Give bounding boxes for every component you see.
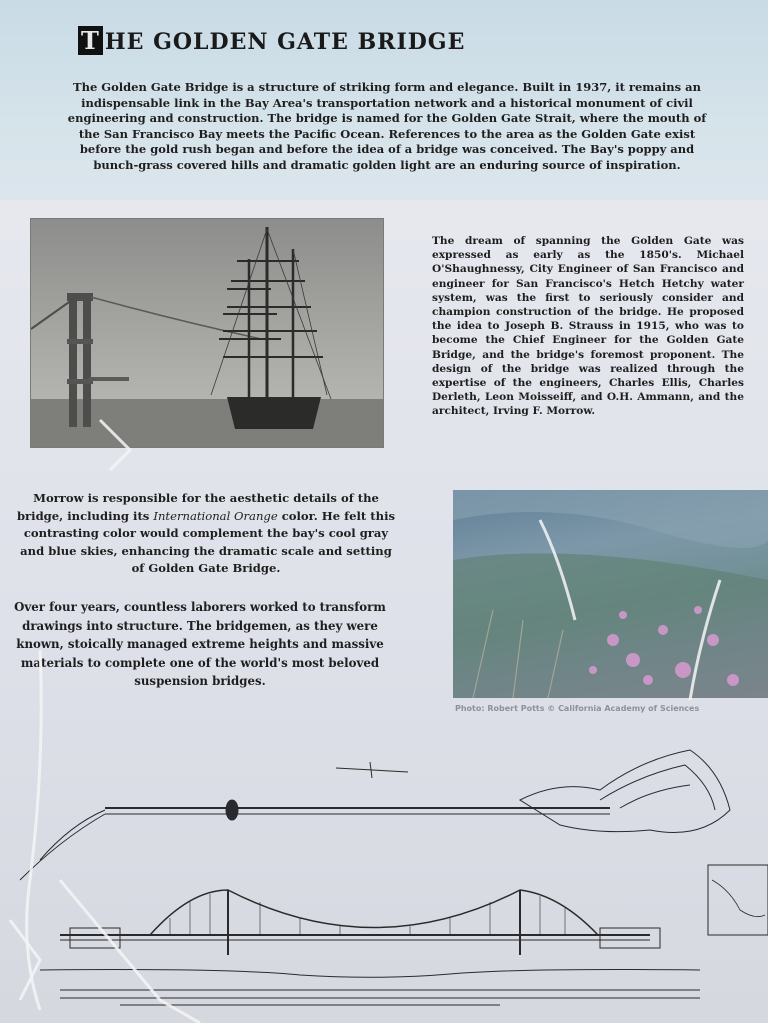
ship-photo-illustration — [31, 219, 383, 447]
sign-title — [78, 26, 465, 55]
archival-ship-photo — [30, 218, 384, 448]
title-text: HE GOLDEN GATE BRIDGE — [104, 29, 466, 55]
international-orange-term: International Orange — [153, 508, 278, 523]
title-dropcap: T — [78, 26, 103, 55]
hillside-flowers-photo — [453, 490, 768, 698]
hillside-photo-illustration — [453, 490, 768, 698]
bridgemen-paragraph: Over four years, countless laborers worked to transform drawings into structure. The bridgemen, as they were known, stoically managed extreme heights and massive materials to complete one of the world's most beloved suspension bridges. — [14, 600, 386, 688]
morrow-text-before: Morrow is responsible for the aesthetic details of the bridge, including its — [16, 491, 379, 523]
photo-credit: Photo: Robert Potts © California Academy of Sciences — [455, 704, 700, 713]
intro-paragraph: The Golden Gate Bridge is a structure of striking form and elegance. Built in 1937, it remains an indispensable link in the Bay Area's transportation network and a historical monument of civil engineering and construction. The bridge is named for the Golden Gate Strait, where the mouth of the San Francisco Bay meets the Pacific Ocean. References to the area as the Golden Gate exist before the gold rush began and before the idea of a bridge was conceived. The Bay's poppy and bunch-grass covered hills and dramatic golden light are an enduring source of inspiration. — [67, 80, 707, 172]
bridge-engineering-drawing — [0, 730, 768, 1023]
bridge-drawing-illustration — [0, 730, 768, 1023]
morrow-paragraph — [12, 490, 400, 578]
dream-paragraph: The dream of spanning the Golden Gate was expressed as early as the 1850's. Michael O'Shaughnessy, City Engineer of San Francisco and engineer for San Francisco's Hetch Hetchy water system, was the first to seriously consider and champion construction of the bridge. He proposed the idea to Joseph B. Strauss in 1915, who was to become the Chief Engineer for the Golden Gate Bridge, and the bridge's foremost proponent. The design of the bridge was realized through the expertise of the engineers, Charles Ellis, Charles Derleth, Leon Moisseiff, and O.H. Ammann, and the architect, Irving F. Morrow. — [432, 235, 744, 418]
morrow-text-after: color. He felt this contrasting color would complement the bay's cool gray and blue skies, enhancing the dramatic scale and setting of Golden Gate Bridge. — [20, 508, 396, 575]
